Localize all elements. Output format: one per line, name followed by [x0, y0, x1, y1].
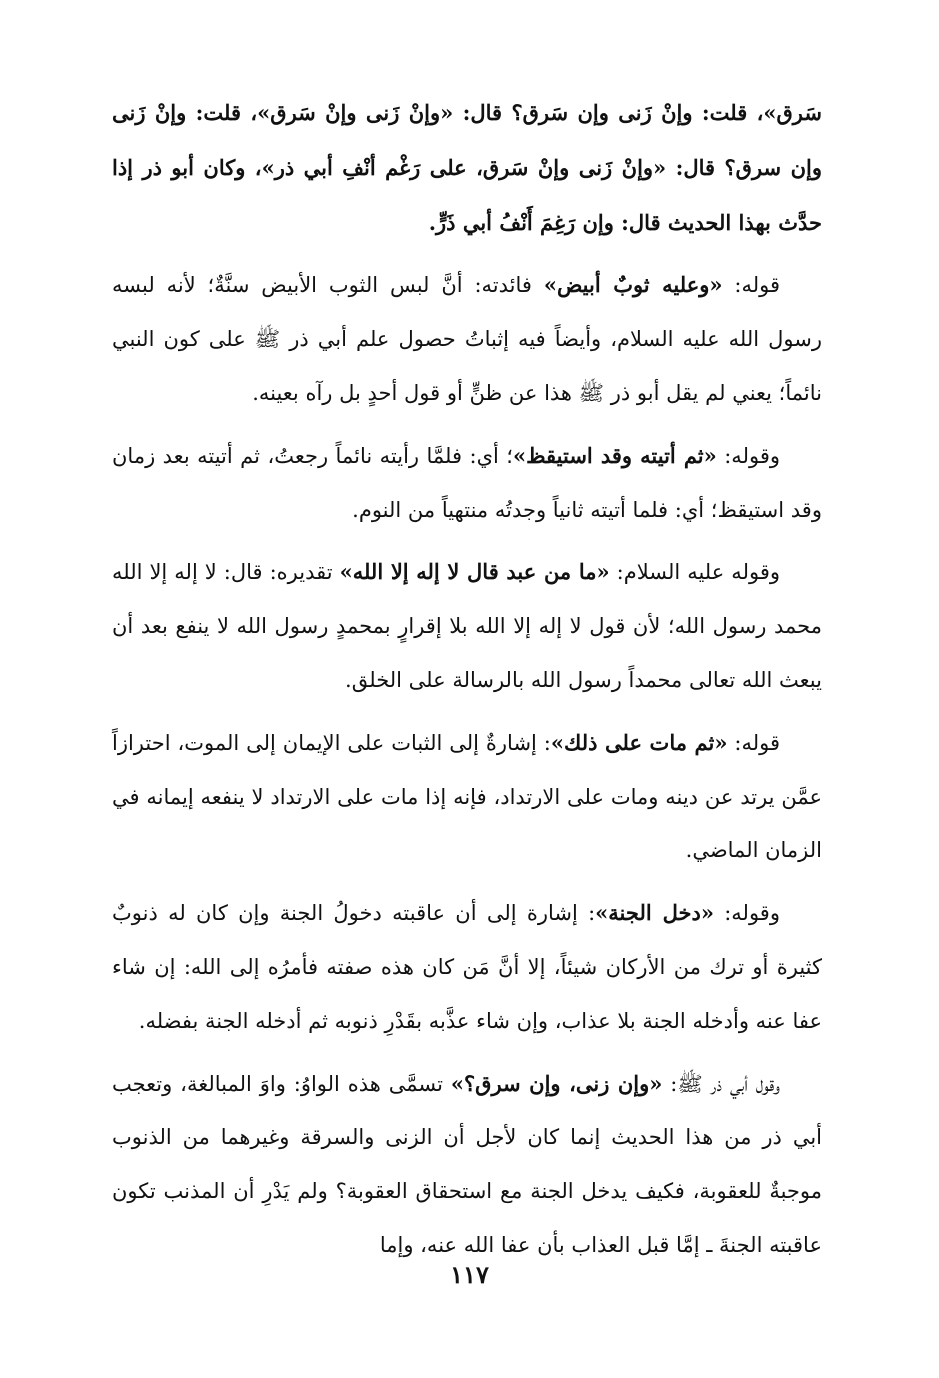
paragraph-shahada [112, 545, 822, 715]
paragraph-text: قوله: [722, 273, 781, 298]
paragraph-text: وقوله: [713, 901, 780, 926]
hadith-quote: «وعليه ثوبٌ أبيض» [543, 272, 723, 298]
paragraph-text: ؛ أي: فلمَّا رأيته نائماً رجعتُ، ثم أتيته بعد زمان وقد استيقظ؛ أي: فلما أتيته ثانياً وجدتُه منتهياً من النوم. [112, 443, 822, 522]
paragraph-text: وقول أبي ذر ﷺ: [662, 1071, 780, 1096]
paragraph-text: وقوله: [716, 443, 780, 468]
paragraph-continuation [112, 86, 822, 258]
paragraph-text: تقديره: قال: لا إله إلا الله محمد رسول الله؛ لأن قول لا إله إلا الله بلا إقرارٍ بمحمدٍ رسول الله لا ينفع بعد أن يبعث الله تعالى محمداً رسول الله بالرسالة على الخلق. [112, 560, 822, 692]
page-body [112, 86, 822, 1281]
paragraph-text: تسمَّى هذه الواوُ: واوَ المبالغة، وتعجب أبي ذر من هذا الحديث إنما كان لأجل أن الزنى والسرقة وغيرهما من الذنوب موجبةٌ للعقوبة، فكيف يدخل الجنة مع استحقاق العقوبة؟ ولم يَدْرِ أن المذنب تكون عاقبته الجنةَ ـ إمَّا قبل العذاب بأن عفا الله عنه، وإما [112, 1071, 822, 1257]
paragraph-text: : إشارةٌ إلى الثبات على الإيمان إلى الموت، احترازاً عمَّن يرتد عن دينه ومات على الارتداد، فإنه إذا مات على الارتداد لا ينفعه إيمانه في الزمان الماضي. [112, 730, 822, 863]
hadith-quote: سَرق»، قلت: وإنْ زَنى وإن سَرق؟ قال: «وإنْ زَنى وإنْ سَرق»، قلت: وإنْ زَنى وإن سرق؟ قال: «وإنْ زَنى وإنْ سَرق، على رَغْم أنْفِ أبي ذر»، وكان أبو ذر إذا حدَّث بهذا الحديث قال: وإن رَغِمَ أَنْفُ أبي ذَرٍّ. [112, 100, 822, 235]
hadith-quote: «دخل الجنة» [595, 900, 714, 926]
hadith-quote: «وإن زنى، وإن سرق؟» [450, 1070, 663, 1096]
paragraph-text: قوله: [727, 730, 781, 755]
paragraph-text: : إشارة إلى أن عاقبته دخولُ الجنة وإن كان له ذنوبٌ كثيرة أو ترك من الأركان شيئاً، إلا أنَّ مَن كان هذه صفته فأمرُه إلى الله: إن شاء عفا عنه وأدخله الجنة بلا عذاب، وإن شاء عذَّبه بقَدْرِ ذنوبه ثم أدخله الجنة بفضله. [112, 901, 822, 1033]
paragraph-woke-up [112, 429, 822, 546]
paragraph-text: وقوله عليه السلام: [609, 560, 780, 585]
hadith-quote: «ثم أتيته وقد استيقظ» [512, 442, 717, 468]
paragraph-white-garment [112, 258, 822, 428]
hadith-quote: «ما من عبد قال لا إله إلا الله» [339, 559, 610, 585]
paragraph-abu-dharr-question [112, 1057, 822, 1281]
page-number: ١١٧ [450, 1260, 489, 1289]
paragraph-text: فائدته: أنَّ لبس الثوب الأبيض سنَّةٌ؛ لأنه لبسه رسول الله عليه السلام، وأيضاً فيه إثباتُ حصول علم أبي ذر ﷺ على كون النبي نائماً؛ يعني لم يقل أبو ذر ﷺ هذا عن ظنٍّ أو قول أحدٍ بل رآه بعينه. [112, 273, 822, 405]
paragraph-entered-paradise [112, 886, 822, 1056]
paragraph-died-on-that [112, 716, 822, 886]
hadith-quote: «ثم مات على ذلك» [550, 729, 728, 755]
